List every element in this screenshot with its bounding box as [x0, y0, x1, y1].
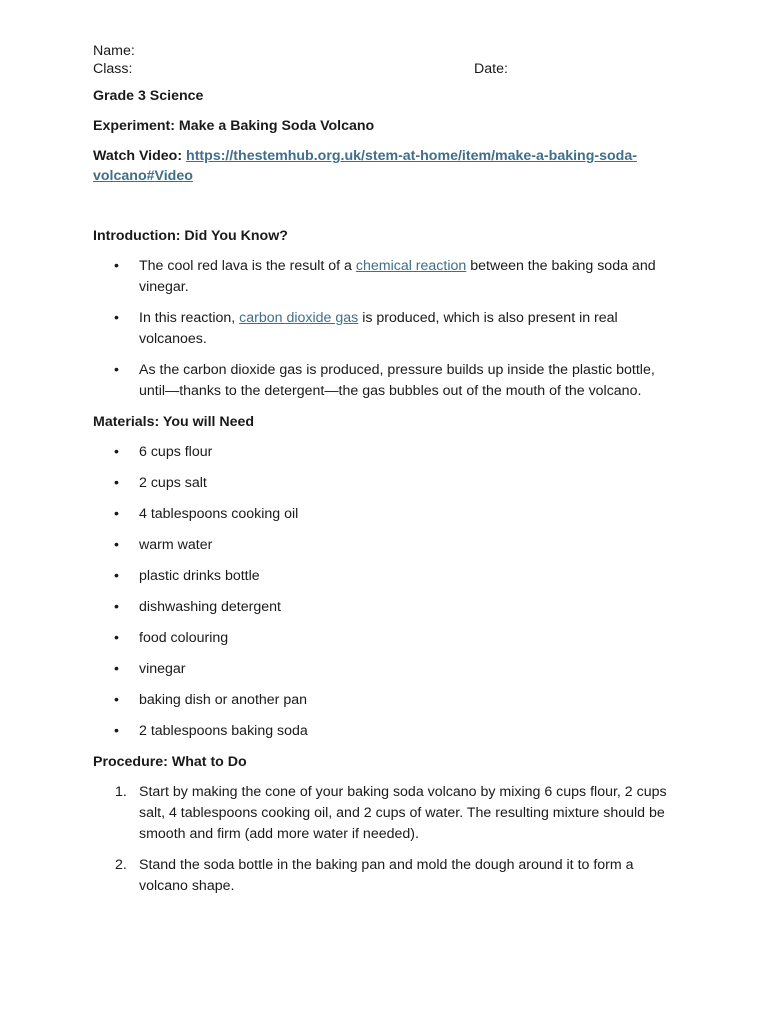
procedure-heading: Procedure: What to Do: [93, 754, 247, 770]
watch-video-label: Watch Video:: [93, 148, 183, 164]
introduction-link[interactable]: chemical reaction: [355, 258, 467, 274]
material-item: [93, 597, 678, 618]
bullet-icon: •: [114, 258, 119, 274]
material-text: 2 cups salt: [139, 475, 207, 491]
introduction-item: [93, 256, 678, 298]
class-label: Class:: [93, 61, 133, 77]
name-label: Name:: [93, 43, 135, 59]
introduction-item: [93, 308, 678, 350]
bullet-icon: •: [114, 506, 119, 522]
bullet-icon: •: [114, 692, 119, 708]
materials-list: [93, 442, 678, 742]
material-item: [93, 628, 678, 649]
introduction-text-after: is produced, which is also present in real volcanoes.: [139, 310, 618, 347]
bullet-icon: •: [114, 661, 119, 677]
introduction-text-before: In this reaction,: [139, 310, 240, 326]
bullet-icon: •: [114, 310, 119, 326]
introduction-text-before: The cool red lava is the result of a: [139, 258, 356, 274]
material-item: [93, 504, 678, 525]
experiment-title: Experiment: Make a Baking Soda Volcano: [93, 118, 375, 134]
bullet-icon: •: [114, 475, 119, 491]
material-item: [93, 473, 678, 494]
watch-video-line: [93, 146, 678, 186]
bullet-icon: •: [114, 537, 119, 553]
material-text: dishwashing detergent: [139, 599, 281, 615]
material-item: [93, 690, 678, 711]
procedure-list: [93, 782, 678, 897]
material-text: 2 tablespoons baking soda: [139, 723, 308, 739]
step-number: 2.: [115, 857, 127, 873]
material-text: warm water: [139, 537, 213, 553]
material-text: 4 tablespoons cooking oil: [139, 506, 299, 522]
bullet-icon: •: [114, 630, 119, 646]
procedure-step: [93, 782, 678, 845]
procedure-step: [93, 855, 678, 897]
materials-heading: Materials: You will Need: [93, 414, 255, 430]
bullet-icon: •: [114, 723, 119, 739]
material-text: plastic drinks bottle: [139, 568, 260, 584]
introduction-link[interactable]: carbon dioxide gas: [239, 310, 359, 326]
material-item: [93, 659, 678, 680]
introduction-item: [93, 360, 678, 402]
introduction-text-after: between the baking soda and vinegar.: [139, 258, 656, 295]
grade-heading: Grade 3 Science: [93, 88, 204, 104]
material-item: [93, 721, 678, 742]
material-text: baking dish or another pan: [139, 692, 308, 708]
step-number: 1.: [115, 784, 127, 800]
introduction-text-before: As the carbon dioxide gas is produced, pressure builds up inside the plastic bottle, until—thanks to the detergent—the gas bubbles out of the mouth of the volcano.: [139, 362, 655, 399]
material-text: food colouring: [139, 630, 229, 646]
procedure-step-text: Stand the soda bottle in the baking pan and mold the dough around it to form a volcano shape.: [139, 857, 634, 894]
bullet-icon: •: [114, 568, 119, 584]
bullet-icon: •: [114, 599, 119, 615]
worksheet-page: [93, 42, 678, 897]
bullet-icon: •: [114, 444, 119, 460]
material-text: 6 cups flour: [139, 444, 213, 460]
material-item: [93, 535, 678, 556]
bullet-icon: •: [114, 362, 119, 378]
spacer: [93, 186, 678, 226]
date-label: Date:: [474, 61, 508, 77]
video-link[interactable]: https://thestemhub.org.uk/stem-at-home/item/make-a-baking-soda-volcano#Video: [93, 148, 637, 184]
class-date-line: [93, 60, 678, 78]
name-line: [93, 42, 678, 60]
material-text: vinegar: [139, 661, 186, 677]
procedure-step-text: Start by making the cone of your baking soda volcano by mixing 6 cups flour, 2 cups salt, 4 tablespoons cooking oil, and 2 cups of water. The resulting mixture should be smooth and firm (add more water if needed).: [139, 784, 667, 842]
introduction-list: [93, 256, 678, 402]
material-item: [93, 442, 678, 463]
introduction-heading: Introduction: Did You Know?: [93, 228, 288, 244]
material-item: [93, 566, 678, 587]
